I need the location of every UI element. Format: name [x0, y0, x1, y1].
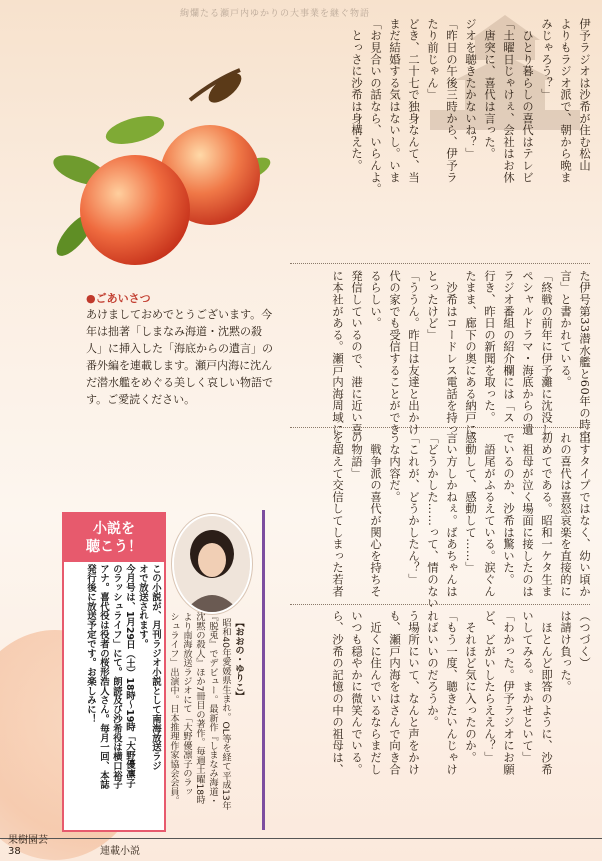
peach-illustration-icon — [40, 60, 290, 280]
page-number: 38 — [8, 846, 21, 857]
author-name: 【おおの・ゆりこ】 — [233, 617, 244, 701]
divider-bottom — [290, 604, 590, 605]
author-accent-bar — [262, 510, 265, 830]
story-bottom-block-1: 出すタイプではなく、幼い頃か れの喜代は喜怒哀楽を直接的に 初めてである。昭和一ケタ生ま 祖母が泣く場面に接したのは でいるのか、沙希は驚いた。 語尾がふるえている。涙ぐん 感動して、感動して……」 言い方しかねぇ。ばあちゃんは 「どうかした……って、情のない 「これが、どうかしたん？」 うな内容だ。 戦争派の喜代が関心を持ちそ の物語」 を超えて交信してしまった若者 — [331, 432, 591, 609]
promo-body: この小説が、月刊ラジオ小説として南海放送ラジ オで放送されます。 今月号は、1月29日（土）18時〜19時「大野優凛子 のラッシュライフ」にて。朗読及び沙希役は横口裕子 アナ。喜代役は役者の桜形浩人さん。毎月一回、本誌 発行後に放送予定です。お楽しみに！ — [85, 564, 161, 790]
greeting-block — [86, 290, 276, 408]
author-photo-avatar — [172, 514, 252, 614]
author-profile — [168, 612, 258, 837]
divider-middle — [290, 427, 590, 428]
promo-heading — [64, 514, 164, 562]
author-portrait-icon — [174, 516, 250, 612]
footer-magazine — [8, 831, 48, 857]
magazine-title: 果樹園芸 — [8, 835, 48, 846]
divider-top — [290, 263, 590, 264]
footer-section: 連載小説 — [100, 846, 140, 857]
header-faded-text: 絢爛たる瀬戸内ゆかりの大事業を継ぐ物語 — [180, 9, 371, 19]
promo-heading-text: 小説を 聴こう！ — [86, 521, 142, 555]
greeting-title: ●ごあいさつ — [86, 292, 151, 305]
story-middle-block: た伊号第33潜水艦と60年の時空 言」と書かれている。 「終戦の前年に伊予灘に沈没し ペシャルドラマ・海底からの遺 ラジオ番組の紹介欄には「ス 行き、昨日の新聞を取った。 たまま、廊下の奥にある納戸に 沙希はコードレス電話を持っ とったけど」 「ううん。昨日は友達と出かけ 代の家でも受信することができ るらしい。 発信しているので、港に近い喜 に本社がある。瀬戸内海周域に — [331, 270, 591, 443]
promo-box — [62, 512, 166, 832]
author-bio: 昭和40年愛媛県生まれ。OL等を経て平成13年 『脱兎』でデビュー。最新作『しまなみ海道・ 沈黙の殺人』ほか7冊目の著作。毎週土曜18時 より南海放送ラジオにて「大野優凛子のラッ シュライフ」出演中。日本推理作家協会会員。 — [168, 612, 231, 810]
footer-rule — [0, 838, 602, 839]
story-bottom-block-2: （つづく） は請け負った。 ほとんど即答のように、沙希 いしてみる。まかせといて」 「わかった。伊予ラジオにお願 ど、どがいしたらええん？」 それほど気に入ったのか。 「もう一度、聴きたいんじゃけ ればいいのだろうか。 う場所にいて、なんと声をかけ も、瀬戸内海をはさんで向き合 近くに住んでいるならまだし いつも穏やかに微笑んでいる。 ら、沙希の記憶の中の祖母は、 — [331, 610, 591, 776]
greeting-body: あけましておめでとうございます。今年は拙著「しまなみ海道・沈黙の殺人」に挿入した「海底からの遺言」の番外編を連載します。瀬戸内海に沈んだ潜水艦をめぐる美しく哀しい物語です。ご愛読ください。 — [86, 308, 273, 406]
story-top-block: 伊予ラジオは沙希が住む松山 よりもラジオ派で、朝から晩ま みじゃろう？」 ひとり暮らしの喜代はテレビ 「土曜日じゃけぇ、会社はお休 唐突に、喜代は言った。 ジオを聴きたかないね？」 「昨日の午後三時から、伊予ラ たり前じゃん」 どき、二十七で独身なんて、当 まだ結婚する気はないし。いま 「お見合いの話なら、いらんよ。 とっさに沙希は身構えた。 — [350, 18, 591, 195]
